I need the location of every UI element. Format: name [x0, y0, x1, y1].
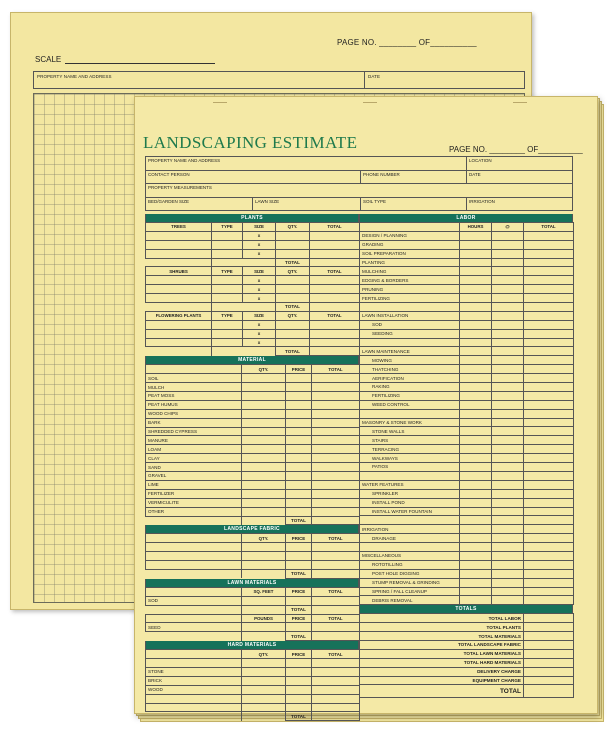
labor-row	[360, 311, 574, 320]
totals-row	[360, 614, 574, 623]
material-item: PEAT HUMUS	[146, 400, 242, 409]
labor-row	[360, 569, 574, 578]
trees-header: TREES	[146, 223, 212, 232]
labor-row	[360, 551, 574, 560]
labor-item: FERTILIZING	[360, 294, 460, 303]
material-row	[146, 383, 360, 392]
totals-label: DELIVERY CHARGE	[360, 667, 524, 676]
labor-item: POST HOLE DIGGING	[360, 569, 460, 578]
totals-row	[360, 640, 574, 649]
totals-row	[360, 623, 574, 632]
labor-item: FERTILIZING	[360, 391, 460, 400]
plants-band: PLANTS	[145, 214, 359, 222]
material-row	[146, 445, 360, 454]
labor-item: SPRINKLER	[360, 489, 460, 498]
labor-item: SPRING / FALL CLEANUP	[360, 587, 460, 596]
material-item: LOAM	[146, 445, 242, 454]
binder-hole	[363, 102, 377, 104]
labor-item	[360, 409, 460, 418]
labor-row	[360, 356, 574, 365]
lawn-materials-table: SQ. FEET PRICE TOTAL SOD TOTAL POUNDS PRICE TOTAL SEED TOTAL	[145, 587, 360, 641]
material-item: OTHER	[146, 507, 242, 516]
hard-materials-band: HARD MATERIALS	[145, 641, 359, 649]
soil-type-field[interactable]: SOIL TYPE	[363, 198, 387, 204]
bed-size-field[interactable]: BED/GARDEN SIZE	[148, 198, 190, 204]
landscape-fabric-table: QTY. PRICE TOTAL TOTAL	[145, 533, 360, 578]
labor-item: MULCHING	[360, 267, 460, 276]
labor-item: STONE WALLS	[360, 427, 460, 436]
labor-row	[360, 383, 574, 392]
labor-item: STUMP REMOVAL & GRINDING	[360, 578, 460, 587]
labor-row	[360, 418, 574, 427]
property-info-grid	[145, 156, 573, 211]
material-row	[146, 454, 360, 463]
shrubs-header: SHRUBS	[146, 267, 212, 276]
plants-table: TREES TYPE SIZE QTY. TOTAL x x x TOTAL SHRUBS TYPE SIZE QTY. TOTAL x x x TOTAL FLOWERING PLANTS TYPE SIZE QTY. TOTAL x x x TOTAL	[145, 222, 360, 356]
front-estimate-sheet	[134, 96, 598, 719]
contact-person-field[interactable]: CONTACT PERSON	[148, 171, 190, 177]
labor-row	[360, 240, 574, 249]
labor-row	[360, 480, 574, 489]
material-band: MATERIAL	[145, 356, 359, 364]
labor-item: MASONRY & STONE WORK	[360, 418, 460, 427]
labor-row	[360, 516, 574, 525]
material-row	[146, 427, 360, 436]
labor-item: WATER FEATURES	[360, 480, 460, 489]
material-row	[146, 489, 360, 498]
material-item: MULCH	[146, 383, 242, 392]
labor-row	[360, 471, 574, 480]
labor-item: SEEDING	[360, 329, 460, 338]
material-row	[146, 436, 360, 445]
labor-item: MISCELLANEOUS	[360, 551, 460, 560]
material-row	[146, 472, 360, 481]
labor-item: WEED CONTROL	[360, 400, 460, 409]
page-title: LANDSCAPING ESTIMATE	[143, 133, 358, 152]
back-page-number: PAGE NO. ________ OF__________	[337, 38, 477, 47]
labor-row	[360, 409, 574, 418]
material-item: SAND	[146, 463, 242, 472]
labor-row	[360, 543, 574, 552]
labor-item	[360, 516, 460, 525]
flowering-header: FLOWERING PLANTS	[146, 311, 212, 320]
labor-row	[360, 276, 574, 285]
back-scale-line	[65, 63, 215, 64]
labor-row	[360, 463, 574, 472]
material-item: VERMICULITE	[146, 498, 242, 507]
totals-label: TOTAL LABOR	[360, 614, 524, 623]
totals-row	[360, 667, 574, 676]
labor-row	[360, 303, 574, 312]
material-row	[146, 463, 360, 472]
date-field[interactable]: DATE	[469, 171, 481, 177]
labor-row	[360, 400, 574, 409]
labor-item: PRUNING	[360, 285, 460, 294]
labor-item	[360, 338, 460, 347]
labor-item: ROTOTILLING	[360, 560, 460, 569]
binder-hole	[213, 102, 227, 104]
material-item: SOIL	[146, 374, 242, 383]
material-row	[146, 409, 360, 418]
labor-item: THATCHING	[360, 365, 460, 374]
back-property-row	[33, 71, 525, 89]
material-row	[146, 374, 360, 383]
labor-item: PATIOS	[360, 463, 460, 472]
location-field[interactable]: LOCATION	[469, 158, 492, 163]
hard-materials-table: QTY. PRICE TOTAL STONE BRICK WOOD TOTAL	[145, 649, 360, 721]
labor-item: RAKING	[360, 383, 460, 392]
totals-label: TOTAL LANDSCAPE FABRIC	[360, 640, 524, 649]
labor-row	[360, 587, 574, 596]
labor-item: DEBRIS REMOVAL	[360, 596, 460, 605]
labor-item: IRRIGATION	[360, 525, 460, 534]
labor-row	[360, 338, 574, 347]
labor-item: WALKWAYS	[360, 454, 460, 463]
totals-row	[360, 676, 574, 685]
back-scale-label: SCALE	[35, 55, 62, 64]
material-item: LIME	[146, 480, 242, 489]
totals-row	[360, 685, 574, 698]
labor-item: LAWN INSTALLATION	[360, 311, 460, 320]
labor-item: AERIFICATION	[360, 374, 460, 383]
material-row	[146, 498, 360, 507]
landscape-fabric-band: LANDSCAPE FABRIC	[145, 525, 359, 533]
labor-row	[360, 436, 574, 445]
labor-item: GRADING	[360, 240, 460, 249]
labor-item: EDGING & BORDERS	[360, 276, 460, 285]
totals-row	[360, 632, 574, 641]
labor-row	[360, 365, 574, 374]
material-row	[146, 418, 360, 427]
material-row	[146, 400, 360, 409]
lawn-size-field[interactable]: LAWN SIZE	[255, 198, 280, 204]
labor-row	[360, 320, 574, 329]
labor-row	[360, 534, 574, 543]
material-row	[146, 480, 360, 489]
labor-item: MOWING	[360, 356, 460, 365]
totals-label: TOTAL MATERIALS	[360, 632, 524, 641]
labor-row	[360, 374, 574, 383]
totals-row	[360, 658, 574, 667]
labor-row	[360, 258, 574, 267]
labor-item: TERRACING	[360, 445, 460, 454]
labor-item: INSTALL WATER FOUNTAIN	[360, 507, 460, 516]
labor-row	[360, 454, 574, 463]
material-item: SHREDDED CYPRESS	[146, 427, 242, 436]
irrigation-field[interactable]: IRRIGATION	[469, 198, 495, 204]
totals-row	[360, 649, 574, 658]
labor-row	[360, 507, 574, 516]
binder-hole	[513, 102, 527, 104]
labor-row	[360, 489, 574, 498]
labor-table: HOURS @ TOTAL DESIGN / PLANNING GRADING SOIL PREPARATION PLANTING MULCHING EDGING & BORDERS PRUNING FERTILIZING LAWN INSTALLATION SOD SEEDING LAWN MAINTENANCE MOWING THATCHING AERIFICATION RAKING FERTILIZING WEED CONTROL MASONRY & STONE WORK STONE WALLS STAIRS TERRACING WALKWAYS PATIOS WATER FEATURES SPRINKLER INSTALL POND INSTALL WATER FOUNTAIN IRRIGATION DRAINAGE MISCELLANEOUS ROTOTILLING POST HOLE DIGGING STUMP REMOVAL & GRINDING SPRING / FALL CLEANUP DEBRIS REMOVAL	[359, 222, 574, 605]
totals-label: TOTAL HARD MATERIALS	[360, 658, 524, 667]
material-item: PEAT MOSS	[146, 392, 242, 401]
labor-row	[360, 391, 574, 400]
back-date-label: DATE	[368, 74, 381, 79]
labor-item: PLANTING	[360, 258, 460, 267]
material-item: WOOD CHIPS	[146, 409, 242, 418]
labor-row	[360, 267, 574, 276]
totals-label: TOTAL PLANTS	[360, 623, 524, 632]
material-item: MANURE	[146, 436, 242, 445]
phone-number-field[interactable]: PHONE NUMBER	[363, 171, 400, 177]
labor-item: DESIGN / PLANNING	[360, 231, 460, 240]
back-property-label: PROPERTY NAME AND ADDRESS	[37, 74, 112, 79]
property-name-field[interactable]: PROPERTY NAME AND ADDRESS	[148, 158, 221, 163]
front-page-number: PAGE NO. ________ OF__________	[449, 145, 583, 154]
right-column	[359, 214, 573, 698]
labor-row	[360, 249, 574, 258]
labor-row	[360, 498, 574, 507]
labor-row	[360, 285, 574, 294]
labor-item	[360, 543, 460, 552]
labor-row	[360, 347, 574, 356]
labor-item	[360, 471, 460, 480]
labor-item: INSTALL POND	[360, 498, 460, 507]
totals-label: TOTAL LAWN MATERIALS	[360, 649, 524, 658]
labor-row	[360, 294, 574, 303]
labor-item: LAWN MAINTENANCE	[360, 347, 460, 356]
material-row	[146, 392, 360, 401]
left-column	[145, 214, 359, 721]
totals-table	[359, 613, 574, 698]
labor-row	[360, 231, 574, 240]
lawn-materials-band: LAWN MATERIALS	[145, 579, 359, 587]
labor-item: STAIRS	[360, 436, 460, 445]
material-item: BARK	[146, 418, 242, 427]
labor-row	[360, 578, 574, 587]
material-item: CLAY	[146, 454, 242, 463]
labor-item: SOIL PREPARATION	[360, 249, 460, 258]
totals-label: TOTAL	[360, 685, 524, 698]
material-row	[146, 507, 360, 516]
material-item: GRAVEL	[146, 472, 242, 481]
labor-row	[360, 596, 574, 605]
property-measurements-field[interactable]: PROPERTY MEASUREMENTS	[148, 185, 212, 190]
totals-label: EQUIPMENT CHARGE	[360, 676, 524, 685]
labor-row	[360, 329, 574, 338]
labor-item	[360, 303, 460, 312]
totals-band: TOTALS	[359, 605, 573, 613]
material-item: FERTILIZER	[146, 489, 242, 498]
labor-band: LABOR	[359, 214, 573, 222]
labor-item: DRAINAGE	[360, 534, 460, 543]
labor-row	[360, 427, 574, 436]
labor-row	[360, 560, 574, 569]
labor-row	[360, 445, 574, 454]
material-table: QTY. PRICE TOTAL SOIL MULCH PEAT MOSS PEAT HUMUS WOOD CHIPS BARK SHREDDED CYPRESS MANURE LOAM CLAY SAND GRAVEL LIME FERTILIZER VERMICULITE OTHER TOTAL	[145, 364, 360, 525]
labor-item: SOD	[360, 320, 460, 329]
labor-row	[360, 525, 574, 534]
